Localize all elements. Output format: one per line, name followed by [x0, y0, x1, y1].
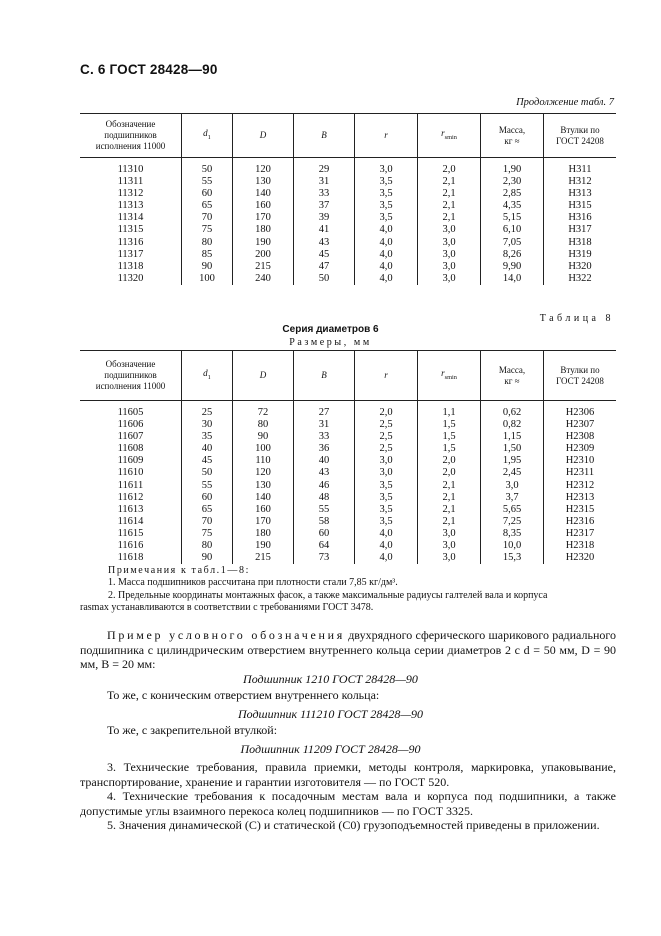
table-cell: 15,3 [481, 552, 544, 564]
table-cell: 6,10 [481, 224, 544, 236]
table-cell: 73 [294, 552, 355, 564]
table-cell: 0,82 [481, 419, 544, 431]
table-cell: 170 [233, 212, 294, 224]
table-cell: Н2309 [544, 443, 617, 455]
table-cell: Н318 [544, 237, 617, 249]
table-cell: Н313 [544, 188, 617, 200]
table-cell: 240 [233, 273, 294, 285]
table-cell: Н2313 [544, 492, 617, 504]
table7-body [80, 158, 616, 285]
col-B: B [294, 351, 355, 401]
table-row [80, 176, 616, 188]
table-row [80, 528, 616, 540]
col-designation: Обозначение подшипников исполнения 11000 [80, 351, 182, 401]
example-p2: То же, с коническим отверстием внутреннего кольца: [107, 688, 380, 702]
table-cell: 3,0 [481, 480, 544, 492]
table-cell: 180 [233, 224, 294, 236]
table-cell: 2,0 [418, 467, 481, 479]
table-cell: 1,95 [481, 455, 544, 467]
table-row [80, 552, 616, 564]
example-p3: То же, с закрепительной втулкой: [107, 723, 278, 737]
table-row [80, 467, 616, 479]
table-cell: 11607 [117, 431, 144, 443]
table-cell: 2,0 [355, 401, 418, 420]
table-cell: 4,0 [355, 224, 418, 236]
table-cell: 190 [233, 237, 294, 249]
table-cell: 190 [233, 540, 294, 552]
table-cell: 180 [233, 528, 294, 540]
table-cell: 3,0 [418, 273, 481, 285]
col-r: r [355, 114, 418, 158]
table-row [80, 158, 616, 177]
table-cell: 4,35 [481, 200, 544, 212]
table-cell: 3,0 [418, 528, 481, 540]
table-cell: 85 [182, 249, 233, 261]
table-cell: 2,0 [418, 158, 481, 177]
table-cell: 4,0 [355, 528, 418, 540]
table-row [80, 237, 616, 249]
table-cell: 4,0 [355, 249, 418, 261]
table-cell: 33 [294, 188, 355, 200]
table-cell: 3,0 [355, 467, 418, 479]
table8-body [80, 401, 616, 565]
table-cell: Н2307 [544, 419, 617, 431]
table-cell: 40 [294, 455, 355, 467]
table-cell: 64 [294, 540, 355, 552]
table-cell: 80 [182, 237, 233, 249]
table-cell: 2,85 [481, 188, 544, 200]
table-cell: 58 [294, 516, 355, 528]
table-cell: Н315 [544, 200, 617, 212]
table-cell: 200 [233, 249, 294, 261]
table-cell: 27 [294, 401, 355, 420]
table-cell: 11311 [117, 176, 144, 188]
col-rsmin: $r_{smin}$ [418, 114, 481, 158]
table-7 [80, 113, 616, 285]
table-cell: 9,90 [481, 261, 544, 273]
table-cell: 39 [294, 212, 355, 224]
table-row [80, 249, 616, 261]
table-cell: 60 [182, 492, 233, 504]
table-cell: 2,0 [418, 455, 481, 467]
table-cell: 2,1 [418, 212, 481, 224]
note-2: 2. Предельные координаты монтажных фасок, а также максимальные радиусы галтелей вала и корпуса [108, 590, 548, 601]
table-cell: 11320 [117, 272, 144, 284]
designation-2: Подшипник 111210 ГОСТ 28428—90 [237, 707, 424, 721]
table-cell: 2,1 [418, 504, 481, 516]
col-mass: Масса, кг ≈ [481, 351, 544, 401]
table-cell: 3,7 [481, 492, 544, 504]
table-cell: Н2310 [544, 455, 617, 467]
table-cell: 60 [294, 528, 355, 540]
table-cell: 45 [294, 249, 355, 261]
table-cell: 11606 [117, 419, 144, 431]
table7-continuation-caption: Продолжение табл. 7 [516, 97, 614, 108]
table-cell: 25 [182, 401, 233, 420]
table-cell: 8,35 [481, 528, 544, 540]
table-cell: 2,1 [418, 200, 481, 212]
table-row [80, 516, 616, 528]
table-cell: 65 [182, 200, 233, 212]
table8-label: Таблица 8 [539, 313, 614, 324]
table-row [80, 188, 616, 200]
table-cell: 2,5 [355, 419, 418, 431]
table-cell: 11316 [117, 236, 144, 248]
table-cell: 3,0 [418, 224, 481, 236]
table-cell: Н322 [544, 273, 617, 285]
table-cell: 3,0 [418, 237, 481, 249]
table-cell: Н312 [544, 176, 617, 188]
table-cell: 50 [182, 467, 233, 479]
table-cell: 55 [182, 176, 233, 188]
table-cell: Н2315 [544, 504, 617, 516]
table-cell: 1,15 [481, 431, 544, 443]
table-cell: 100 [182, 273, 233, 285]
page-header: С. 6 ГОСТ 28428—90 [80, 62, 218, 77]
table-cell: 11618 [117, 552, 144, 564]
table-cell: 80 [233, 419, 294, 431]
table-cell: 100 [233, 443, 294, 455]
table-cell: 11609 [117, 455, 144, 467]
table-cell: 140 [233, 188, 294, 200]
table-cell: 55 [182, 480, 233, 492]
table-cell: 37 [294, 200, 355, 212]
table-cell: 3,5 [355, 176, 418, 188]
table-row [80, 224, 616, 236]
table-cell: 0,62 [481, 401, 544, 420]
table-cell: 3,0 [418, 540, 481, 552]
table-cell: 10,0 [481, 540, 544, 552]
table-cell: 75 [182, 224, 233, 236]
table-cell: 4,0 [355, 237, 418, 249]
item-4: 4. Технические требования к посадочным местам вала и корпуса под подшипники, а также допустимые углы взаимного перекоса колец подшипников — по ГОСТ 3325. [80, 789, 616, 818]
table-cell: 3,0 [355, 455, 418, 467]
table-cell: 31 [294, 176, 355, 188]
table-cell: 11612 [117, 491, 144, 503]
table-cell: 11605 [117, 407, 144, 418]
table-cell: 160 [233, 200, 294, 212]
table-cell: Н316 [544, 212, 617, 224]
table-cell: 11610 [117, 467, 144, 479]
table-cell: 11615 [117, 527, 144, 539]
table-row [80, 401, 616, 420]
table-cell: 1,50 [481, 443, 544, 455]
table-cell: 47 [294, 261, 355, 273]
table-cell: Н2311 [544, 467, 617, 479]
col-sleeves: Втулки по ГОСТ 24208 [544, 351, 617, 401]
col-d1: $d_1$ [182, 351, 233, 401]
note-1: 1. Масса подшипников рассчитана при плотности стали 7,85 кг/дм³. [108, 577, 398, 588]
table-cell: 160 [233, 504, 294, 516]
table-cell: 11317 [117, 248, 144, 260]
table-cell: 130 [233, 176, 294, 188]
table-cell: 70 [182, 212, 233, 224]
table-cell: 3,5 [355, 188, 418, 200]
table-cell: 3,0 [355, 158, 418, 177]
table-cell: 41 [294, 224, 355, 236]
table-cell: 4,0 [355, 540, 418, 552]
col-D: D [233, 351, 294, 401]
table-cell: 2,1 [418, 480, 481, 492]
table-cell: 4,0 [355, 552, 418, 564]
col-designation: Обозначение подшипников исполнения 11000 [80, 114, 182, 158]
table-cell: 2,1 [418, 188, 481, 200]
table8-title: Серия диаметров 6 [282, 324, 379, 335]
table-row [80, 261, 616, 273]
table-cell: 11314 [117, 212, 144, 224]
table-cell: 1,5 [418, 419, 481, 431]
table-cell: 11315 [117, 224, 144, 236]
table-cell: 2,1 [418, 176, 481, 188]
table-cell: 120 [233, 158, 294, 177]
table-cell: 48 [294, 492, 355, 504]
table-cell: 80 [182, 540, 233, 552]
table-row [80, 200, 616, 212]
table-cell: Н2316 [544, 516, 617, 528]
table-cell: 14,0 [481, 273, 544, 285]
table-cell: 11616 [117, 540, 144, 552]
table-cell: 46 [294, 480, 355, 492]
table-cell: Н319 [544, 249, 617, 261]
col-B: B [294, 114, 355, 158]
table-cell: 70 [182, 516, 233, 528]
table-cell: 29 [294, 158, 355, 177]
table-cell: 4,0 [355, 273, 418, 285]
example-lead: Пример условного обозначения [107, 628, 345, 642]
example-paragraph [80, 628, 616, 672]
table-cell: 45 [182, 455, 233, 467]
table-cell: 215 [233, 261, 294, 273]
table-row [80, 480, 616, 492]
example-text: двухрядного сферического шарикового радиального подшипника с цилиндрическим отверстием внутреннего кольца серии диаметров 2 с d = 50 мм, D = 90 мм, B = 20 мм: [80, 628, 616, 671]
table8-subtitle: Размеры, мм [289, 337, 372, 348]
table-cell: 110 [233, 455, 294, 467]
table-row [80, 273, 616, 285]
col-r: r [355, 351, 418, 401]
table-cell: 3,5 [355, 480, 418, 492]
table-cell: 90 [182, 261, 233, 273]
table-cell: 90 [233, 431, 294, 443]
table-cell: 3,5 [355, 212, 418, 224]
table-cell: 43 [294, 237, 355, 249]
notes-title: Примечания к табл.1—8: [108, 565, 250, 576]
table-cell: 3,0 [418, 261, 481, 273]
table-cell: 4,0 [355, 261, 418, 273]
table-cell: 11611 [117, 479, 144, 491]
table-cell: 40 [182, 443, 233, 455]
table-cell: 11310 [117, 164, 144, 175]
table-cell: Н311 [544, 158, 617, 177]
table-row [80, 212, 616, 224]
table-row [80, 540, 616, 552]
table-cell: 2,45 [481, 467, 544, 479]
table-cell: 11608 [117, 443, 144, 455]
table-cell: 5,65 [481, 504, 544, 516]
table-cell: 11614 [117, 515, 144, 527]
table-cell: 2,30 [481, 176, 544, 188]
table-cell: Н317 [544, 224, 617, 236]
table-cell: Н2320 [544, 552, 617, 564]
table-cell: 11312 [117, 188, 144, 200]
col-mass: Масса, кг ≈ [481, 114, 544, 158]
table-cell: 3,5 [355, 200, 418, 212]
col-d1: $d_1$ [182, 114, 233, 158]
designation-1: Подшипник 1210 ГОСТ 28428—90 [243, 672, 418, 686]
table-cell: 11313 [117, 200, 144, 212]
table-cell: 3,0 [418, 249, 481, 261]
table-cell: 1,1 [418, 401, 481, 420]
table-cell: Н2312 [544, 480, 617, 492]
table-cell: 3,5 [355, 492, 418, 504]
table-cell: Н320 [544, 261, 617, 273]
table-cell: 11613 [117, 503, 144, 515]
table-row [80, 431, 616, 443]
table-cell: 3,5 [355, 504, 418, 516]
table-cell: 11318 [117, 260, 144, 272]
table-cell: 90 [182, 552, 233, 564]
table-cell: 1,90 [481, 158, 544, 177]
table-cell: 72 [233, 401, 294, 420]
designation-3: Подшипник 11209 ГОСТ 28428—90 [240, 742, 421, 756]
table-cell: 50 [182, 158, 233, 177]
table-header-row [80, 114, 616, 158]
table-cell: 35 [182, 431, 233, 443]
item-3: 3. Технические требования, правила приемки, методы контроля, маркировка, упаковывание, транспортирование, хранение и гарантии изготовителя — по ГОСТ 520. [80, 760, 616, 789]
table-cell: 1,5 [418, 431, 481, 443]
table-header-row [80, 351, 616, 401]
table-cell: Н2308 [544, 431, 617, 443]
table-row [80, 443, 616, 455]
table-cell: 2,5 [355, 431, 418, 443]
col-sleeves: Втулки по ГОСТ 24208 [544, 114, 617, 158]
table-row [80, 455, 616, 467]
table-cell: 7,05 [481, 237, 544, 249]
table-cell: 75 [182, 528, 233, 540]
note-2-continuation: rasmax устанавливаются в соответствии с требованиями ГОСТ 3478. [80, 602, 374, 613]
table-cell: 8,26 [481, 249, 544, 261]
table-cell: 215 [233, 552, 294, 564]
table-cell: Н2317 [544, 528, 617, 540]
table-cell: 7,25 [481, 516, 544, 528]
table-row [80, 419, 616, 431]
col-D: D [233, 114, 294, 158]
table-cell: 30 [182, 419, 233, 431]
table-row [80, 504, 616, 516]
table-cell: 2,5 [355, 443, 418, 455]
table-cell: 2,1 [418, 516, 481, 528]
table-cell: 1,5 [418, 443, 481, 455]
table-row [80, 492, 616, 504]
table-cell: 5,15 [481, 212, 544, 224]
table-cell: 3,0 [418, 552, 481, 564]
table-cell: 43 [294, 467, 355, 479]
table-cell: 2,1 [418, 492, 481, 504]
table-8 [80, 350, 616, 564]
table-cell: Н2318 [544, 540, 617, 552]
table-cell: 170 [233, 516, 294, 528]
table-cell: 50 [294, 273, 355, 285]
table-cell: 3,5 [355, 516, 418, 528]
table-cell: 120 [233, 467, 294, 479]
table-cell: 140 [233, 492, 294, 504]
table-cell: 55 [294, 504, 355, 516]
table-cell: 130 [233, 480, 294, 492]
table-cell: 33 [294, 431, 355, 443]
table-cell: 36 [294, 443, 355, 455]
item-5: 5. Значения динамической (C) и статической (C0) грузоподъемностей приведены в приложении. [107, 818, 600, 832]
table-cell: 31 [294, 419, 355, 431]
table-cell: 60 [182, 188, 233, 200]
table-cell: Н2306 [544, 401, 617, 420]
col-rsmin: $r_{smin}$ [418, 351, 481, 401]
table-cell: 65 [182, 504, 233, 516]
